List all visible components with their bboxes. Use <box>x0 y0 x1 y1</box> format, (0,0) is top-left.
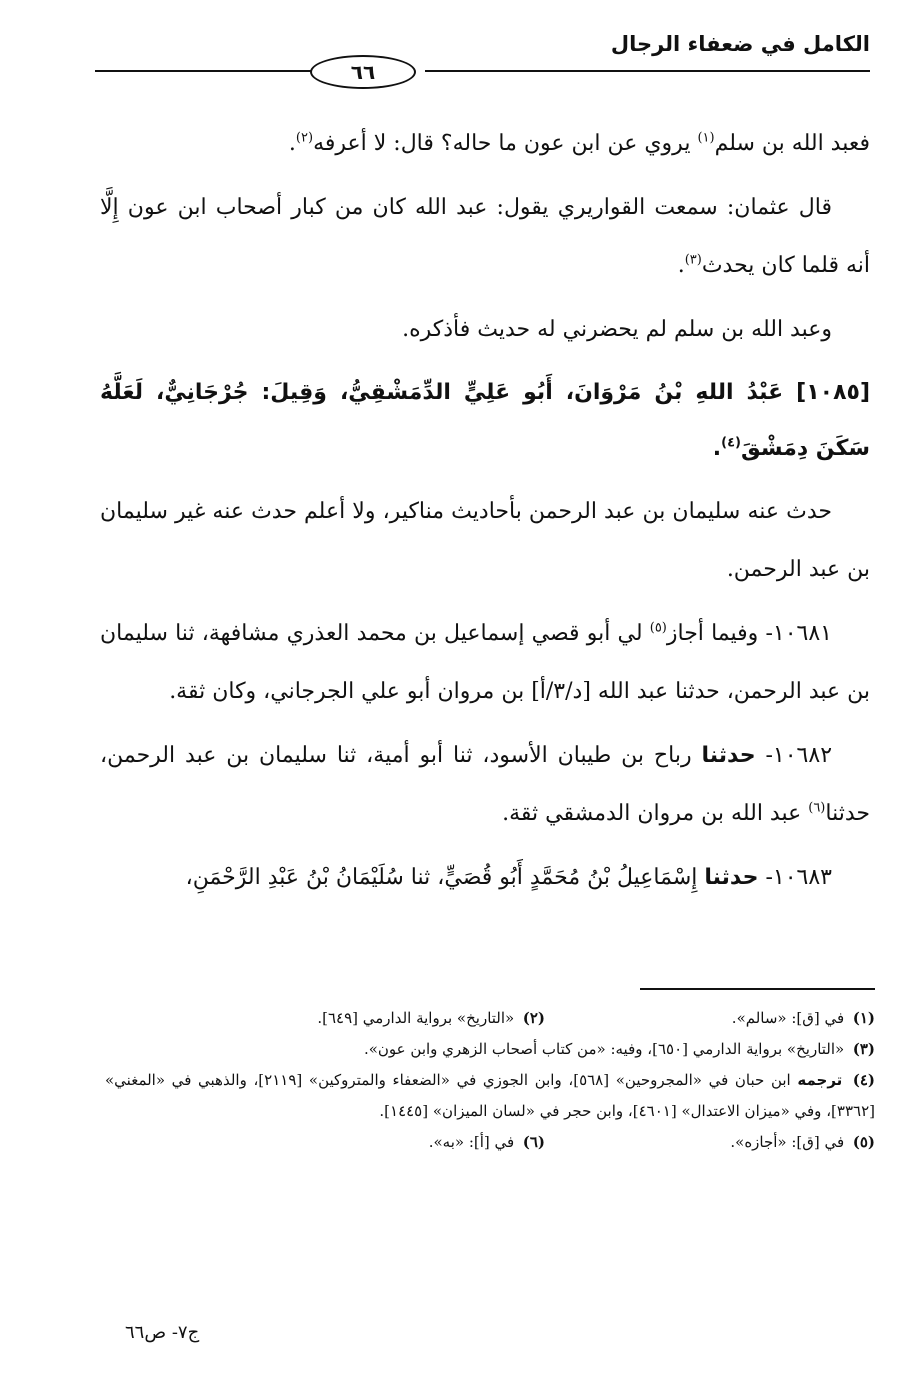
hadith-number: ١٠٦٨٢- <box>755 743 833 768</box>
footnote-ref-4: (٤) <box>721 435 741 451</box>
footnote-number: (٤) <box>852 1071 875 1089</box>
footnote-text: «التاريخ» برواية الدارمي [٦٥٠]، وفيه: «من كتاب أصحاب الزهري وابن عون». <box>363 1040 845 1058</box>
footnote-text: في [أ]: «به». <box>428 1133 515 1151</box>
footnote-3 <box>105 1034 875 1065</box>
footnotes <box>105 1003 875 1158</box>
footnote-number: (٢) <box>522 1009 545 1027</box>
footnote-separator <box>640 988 875 990</box>
footnote-ref-5: (٥) <box>649 620 667 636</box>
footnote-6 <box>215 1127 545 1158</box>
footnote-4 <box>105 1065 875 1127</box>
text: عبد الله بن مروان الدمشقي ثقة. <box>502 801 809 826</box>
footnote-row <box>105 1003 875 1034</box>
hadith-10681 <box>100 605 870 721</box>
bold-keyword: حدثنا <box>704 865 759 890</box>
footnote-row <box>105 1065 875 1127</box>
paragraph-4: حدث عنه سليمان بن عبد الرحمن بأحاديث مناكير، ولا أعلم حدث عنه غير سليمان بن عبد الرحمن. <box>100 499 870 582</box>
main-text <box>100 115 870 913</box>
footnote-number: (٥) <box>852 1133 875 1151</box>
page-header <box>95 28 870 108</box>
paragraph-2 <box>100 179 870 295</box>
footnote-text: في [ق]: «أجازه». <box>730 1133 845 1151</box>
footnote-number: (٣) <box>852 1040 875 1058</box>
text: . <box>288 131 296 156</box>
text: لي أبو قصي إسماعيل بن محمد العذري مشافهة، ثنا سليمان بن عبد الرحمن، حدثنا عبد الله [د/٣/أ] بن مروان أبو علي الجرجاني، وكان ثقة. <box>100 621 870 704</box>
hadith-10683 <box>100 849 870 907</box>
text: إِسْمَاعِيلُ بْنُ مُحَمَّدٍ أَبُو قُصَيٍّ، ثنا سُلَيْمَانُ بْنُ عَبْدِ الرَّحْمَنِ، <box>185 865 705 890</box>
text: فعبد الله بن سلم <box>714 131 870 156</box>
hadith-10682 <box>100 727 870 843</box>
hadith-number: ١٠٦٨٣- <box>758 865 832 890</box>
entry-heading <box>100 365 870 477</box>
bold-keyword: حدثنا <box>701 743 756 768</box>
footnote-row <box>105 1034 875 1065</box>
footnote-ref-2: (٢) <box>295 130 314 146</box>
text: ١٠٦٨١- وفيما أجاز <box>666 621 832 646</box>
text: رباح بن طيبان الأسود، ثنا أبو أمية، ثنا سليمان بن عبد الرحمن، حدثنا <box>100 743 870 826</box>
footnote-ref-1: (١) <box>697 130 715 146</box>
footnote-1 <box>545 1003 875 1034</box>
footnote-number: (٦) <box>522 1133 545 1151</box>
text: يروي عن ابن عون ما حاله؟ قال: لا أعرفه <box>313 131 698 156</box>
footnote-text: «التاريخ» برواية الدارمي [٦٤٩]. <box>317 1009 515 1027</box>
text: قال عثمان: سمعت القواريري يقول: عبد الله كان من كبار أصحاب ابن عون إِلَّا أنه قلما كان يحدث <box>100 195 870 278</box>
header-rule-left <box>95 70 323 72</box>
entry-title: [١٠٨٥] عَبْدُ اللهِ بْنُ مَرْوَانَ، أَبُو عَلِيٍّ الدِّمَشْقِيُّ، وَقِيلَ: جُرْجَانِيٌّ، لَعَلَّهُ سَكَنَ دِمَشْقَ <box>100 380 870 461</box>
footnote-text: ابن حبان في «المجروحين» [٥٦٨]، وابن الجوزي في «الضعفاء والمتروكين» [٢١١٩]، والذهبي في «المغني» [٣٣٦٢]، وفي «ميزان الاعتدال» [٤٦٠١]، وابن حجر في «لسان الميزان» [١٤٤٥]. <box>105 1071 875 1120</box>
footnote-2 <box>215 1003 545 1034</box>
header-rule <box>425 70 870 72</box>
text: . <box>712 436 722 461</box>
footnote-bold-keyword: ترجمه <box>797 1071 843 1089</box>
volume-page-reference: ج٧- ص٦٦ <box>125 1322 200 1343</box>
page-number: ٦٦ <box>310 55 416 89</box>
footnote-ref-3: (٣) <box>684 252 702 268</box>
footnote-number: (١) <box>852 1009 875 1027</box>
paragraph-1 <box>100 115 870 173</box>
running-title: الكامل في ضعفاء الرجال <box>610 32 870 56</box>
footnote-row <box>105 1127 875 1158</box>
footnote-text: في [ق]: «سالم». <box>731 1009 845 1027</box>
footnote-ref-6: (٦) <box>808 800 826 816</box>
paragraph-3: وعبد الله بن سلم لم يحضرني له حديث فأذكره. <box>402 317 832 342</box>
text: . <box>677 253 685 278</box>
footnote-5 <box>545 1127 875 1158</box>
